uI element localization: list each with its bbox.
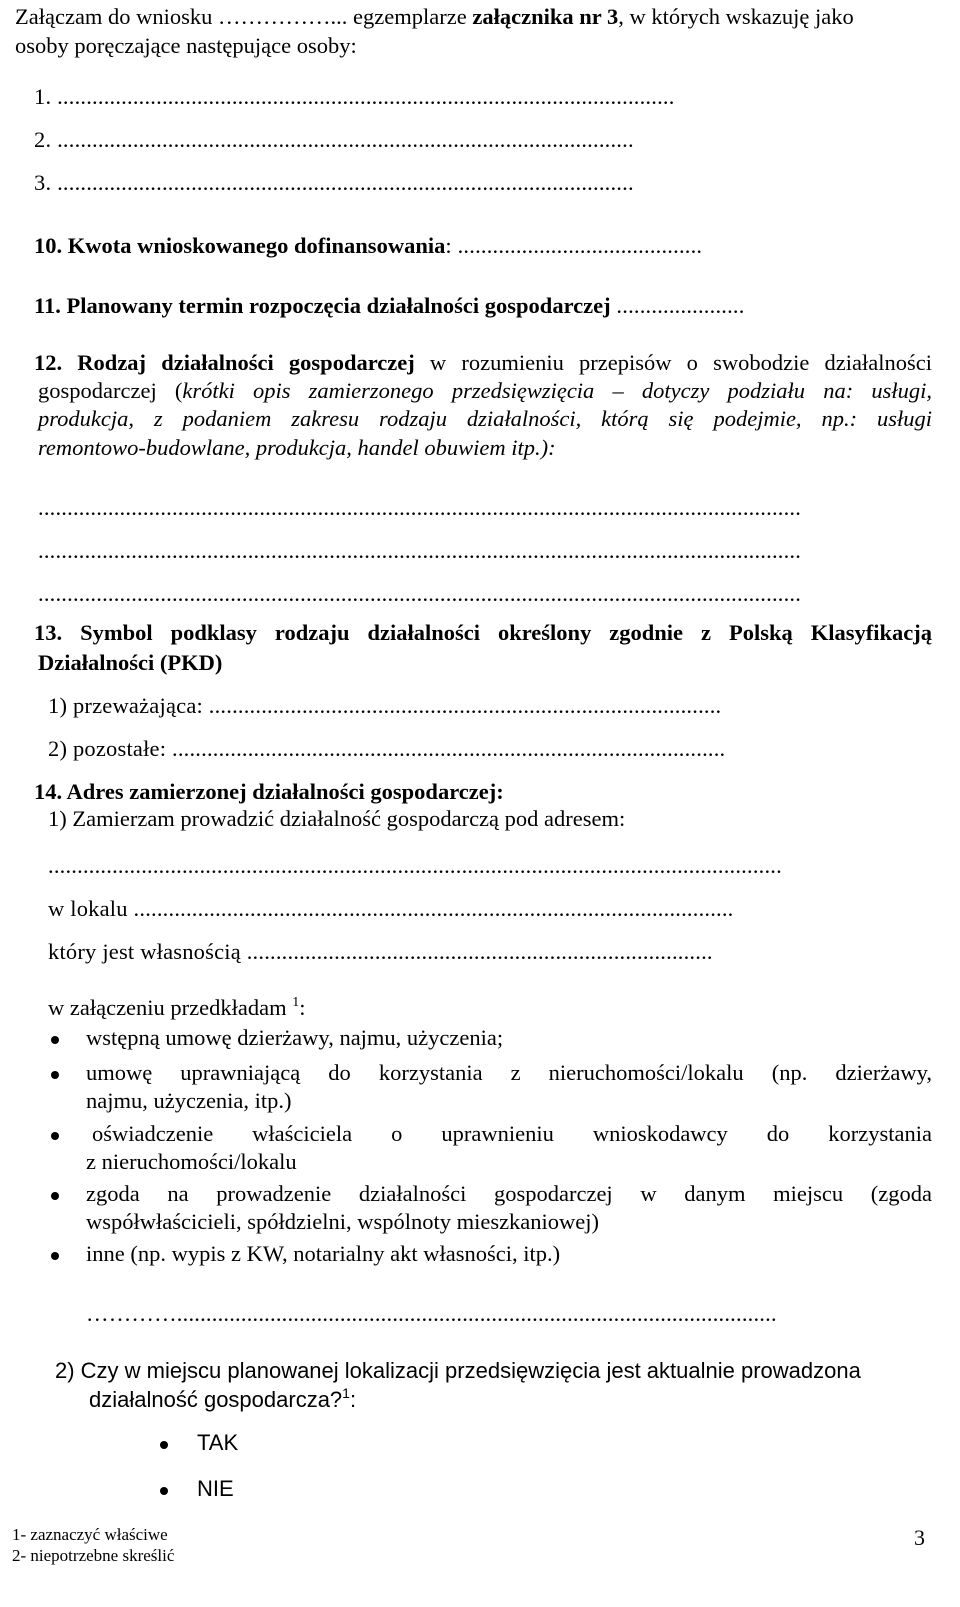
attachment-option-2-line-1: umowę uprawniającą do korzystania z nieruchomości/lokalu (np. dzierżawy, [86, 1060, 932, 1085]
section-11-label: 11. Planowany termin rozpoczęcia działalności gospodarczej [34, 293, 611, 318]
guarantor-line-1[interactable]: 1. .......................................................................................................... [34, 84, 675, 109]
guarantor-line-3[interactable]: 3. ................................................................................................... [34, 170, 634, 195]
intro-line-1: Załączam do wniosku ……………... egzemplarze załącznika nr 3, w których wskazuję jako [15, 4, 854, 29]
bullet-icon [160, 1487, 168, 1495]
section-14-heading: 14. Adres zamierzonej działalności gospodarczej: [34, 779, 504, 804]
lokal-field[interactable]: w lokalu ....................................................................................................... [48, 896, 734, 921]
bullet-icon [51, 1192, 59, 1200]
attachment-option-4-line-2: współwłaścicieli, spółdzielni, wspólnoty mieszkaniowej) [86, 1209, 600, 1234]
address-field[interactable]: .............................................................................................................................. [48, 853, 782, 878]
bullet-icon [51, 1036, 59, 1044]
option-nie[interactable]: NIE [197, 1476, 234, 1501]
section-10-field[interactable]: : .......................................... [445, 233, 703, 258]
attachments-label: w załączeniu przedkładam $^1$: [48, 995, 306, 1020]
bullet-icon [51, 1071, 59, 1079]
question-2-line-2: działalność gospodarcza?$^1$: [89, 1385, 357, 1412]
section-13-heading-line-2: Działalności (PKD) [38, 650, 223, 675]
section-13-heading-line-1: 13. Symbol podklasy rodzaju działalności określony zgodnie z Polską Klasyfikacją [34, 620, 932, 645]
attachment-option-3-line-2: z nieruchomości/lokalu [86, 1149, 297, 1174]
section-12-line-4: remontowo-budowlane, produkcja, handel obuwiem itp.): [38, 435, 556, 460]
section-12-line-3: produkcja, z podaniem zakresu rodzaju działalności, którą się podejmie, np.: usługi [38, 406, 932, 431]
section-11-field[interactable]: ...................... [610, 293, 745, 318]
section-10-label: 10. Kwota wnioskowanego dofinansowania [34, 233, 446, 258]
footnote-1: 1- zaznaczyć właściwe [12, 1525, 168, 1544]
section-12-answer-line-3[interactable]: ................................................................................................................................... [38, 581, 802, 606]
section-12-answer-line-1[interactable]: ................................................................................................................................... [38, 495, 802, 520]
section-14-item-1: 1) Zamierzam prowadzić działalność gospodarczą pod adresem: [48, 806, 626, 831]
pkd-main-field[interactable]: 1) przeważająca: ........................................................................................ [48, 693, 722, 718]
other-attachment-field[interactable]: …………....................................................................................................... [86, 1301, 777, 1326]
attachment-option-4-line-1: zgoda na prowadzenie działalności gospodarczej w danym miejscu (zgoda [86, 1181, 932, 1206]
section-12-answer-line-2[interactable]: ................................................................................................................................... [38, 538, 802, 563]
question-2-line-1: 2) Czy w miejscu planowanej lokalizacji przedsięwzięcia jest aktualnie prowadzona [55, 1358, 861, 1383]
ownership-field[interactable]: który jest własnością ................................................................................ [48, 939, 713, 964]
page-number: 3 [914, 1525, 925, 1550]
section-11 [34, 293, 745, 319]
bullet-icon [160, 1441, 168, 1449]
section-12-line-2: gospodarczej (krótki opis zamierzonego przedsięwzięcia – dotyczy podziału na: usługi, [38, 378, 932, 403]
footnote-2: 2- niepotrzebne skreślić [12, 1546, 175, 1565]
guarantor-line-2[interactable]: 2. ................................................................................................... [34, 127, 634, 152]
section-10 [34, 233, 702, 259]
attachment-option-1: wstępną umowę dzierżawy, najmu, użyczenia; [86, 1025, 504, 1050]
intro-line-2: osoby poręczające następujące osoby: [15, 33, 357, 58]
section-12-line-1: 12. Rodzaj działalności gospodarczej w rozumieniu przepisów o swobodzie działalności [34, 350, 932, 375]
bullet-icon [51, 1132, 59, 1140]
option-tak[interactable]: TAK [197, 1430, 239, 1455]
bullet-icon [51, 1252, 59, 1260]
attachment-option-2-line-2: najmu, użyczenia, itp.) [86, 1088, 292, 1113]
attachment-option-5: inne (np. wypis z KW, notarialny akt własności, itp.) [86, 1241, 561, 1266]
attachment-option-3-line-1: oświadczenie właściciela o uprawnieniu wnioskodawcy do korzystania [92, 1121, 932, 1146]
pkd-other-field[interactable]: 2) pozostałe: ............................................................................................... [48, 736, 726, 761]
